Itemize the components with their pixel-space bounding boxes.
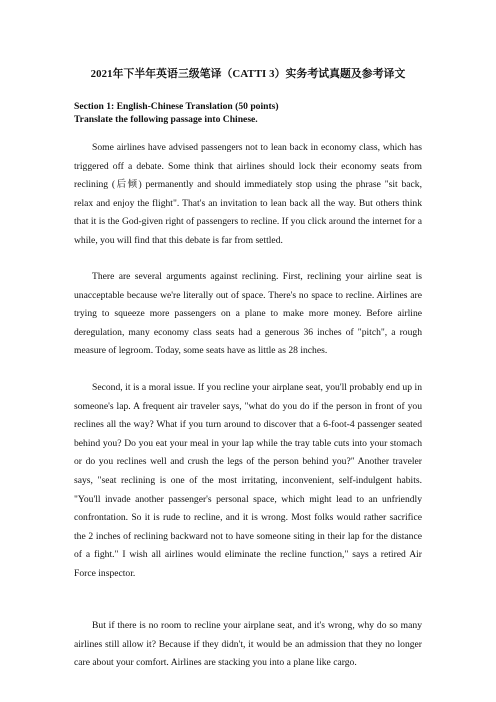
paragraph-3: Second, it is a moral issue. If you recline your airplane seat, you'll probably end up in someone's lap. A frequent air traveler says, "what do you do if the person in front of you reclines all the way? What if you turn around to discover that a 6-foot-4 passenger seated behind you? Do you eat your meal in your lap while the tray table cuts into your stomach or do you reclines well and crush the legs of the person behind you?" Another traveler says, "seat reclining is one of the most irritating, inconvenient, self-indulgent habits. "You'll invade another passenger's personal space, which might lead to an unfriendly confrontation. So it is rude to recline, and it is wrong. Most folks would rather sacrifice the 2 inches of reclining backward not to have someone siting in their lap for the distance of a fight." I wish all airlines would eliminate the recline function," says a retired Air Force inspector. xyxy=(74,382,422,579)
paragraph-4: But if there is no room to recline your airplane seat, and it's wrong, why do so many airlines still allow it? Because if they didn't, it would be an admission that they no longer care about your comfort. Airlines are stacking you into a plane like cargo. xyxy=(74,620,422,669)
section-heading: Section 1: English-Chinese Translation (50 points) xyxy=(74,101,279,112)
document-title: 2021年下半年英语三级笔译（CATTI 3）实务考试真题及参考译文 xyxy=(90,68,406,80)
section-instruction: Translate the following passage into Chinese. xyxy=(74,114,258,125)
paragraph-1: Some airlines have advised passengers not to lean back in economy class, which has triggered off a debate. Some think that airlines should lock their economy seats from reclining (后倾) permanently and should immediately stop using the phrase "sit back, relax and enjoy the flight". That's an invitation to lean back all the way. But others think that it is the God-given right of passengers to recline. If you click around the internet for a while, you will find that this debate is far from settled. xyxy=(74,142,422,246)
paragraph-2: There are several arguments against reclining. First, reclining your airline seat is unacceptable because we're literally out of space. There's no space to recline. Airlines are trying to squeeze more passengers on a plane to make more money. Before airline deregulation, many economy class seats had a generous 36 inches of "pitch", a rough measure of legroom. Today, some seats have as little as 28 inches. xyxy=(74,271,422,357)
